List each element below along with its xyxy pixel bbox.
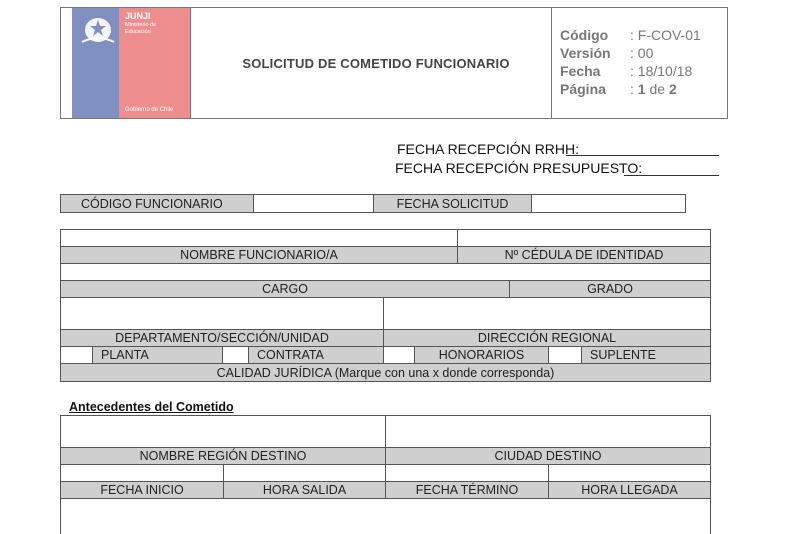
grado-label: GRADO xyxy=(509,280,711,298)
fecha-inicio-input[interactable] xyxy=(60,464,224,482)
fecha-recepcion-presupuesto-label: FECHA RECEPCIÓN PRESUPUESTO: xyxy=(395,160,643,176)
hora-salida-input[interactable] xyxy=(223,464,386,482)
fecha-termino-input[interactable] xyxy=(385,464,549,482)
logo-footer: Gobierno de Chile xyxy=(125,107,174,113)
cargo-label: CARGO xyxy=(60,280,510,298)
cedula-input[interactable] xyxy=(457,229,711,247)
fecha-recepcion-presupuesto-field[interactable] xyxy=(624,175,719,176)
hora-salida-label: HORA SALIDA xyxy=(223,481,386,499)
suplente-checkbox[interactable] xyxy=(548,346,582,364)
cedula-label: Nº CÉDULA DE IDENTIDAD xyxy=(457,246,711,264)
planta-label: PLANTA xyxy=(92,346,223,364)
coat-of-arms-icon xyxy=(78,12,118,46)
fecha-inicio-label: FECHA INICIO xyxy=(60,481,224,499)
fecha-solicitud-input[interactable] xyxy=(531,194,686,213)
honorarios-checkbox[interactable] xyxy=(383,346,415,364)
logo-org: JUNJI xyxy=(125,11,151,21)
direccion-regional-label: DIRECCIÓN REGIONAL xyxy=(383,329,711,347)
codigo-funcionario-input[interactable] xyxy=(253,194,374,213)
logo-line1: Ministerio de xyxy=(125,22,157,28)
document-meta xyxy=(551,8,728,118)
ciudad-destino-label: CIUDAD DESTINO xyxy=(385,447,711,465)
ciudad-destino-input[interactable] xyxy=(385,415,711,448)
document-title: SOLICITUD DE COMETIDO FUNCIONARIO xyxy=(242,55,510,71)
codigo-funcionario-label: CÓDIGO FUNCIONARIO xyxy=(60,194,254,213)
calidad-juridica-label: CALIDAD JURÍDICA (Marque con una x donde corresponda) xyxy=(60,363,711,382)
meta-version: Versión : 00 xyxy=(560,45,654,61)
meta-fecha: Fecha : 18/10/18 xyxy=(560,63,693,79)
cargo-grado-input[interactable] xyxy=(60,263,711,281)
planta-checkbox[interactable] xyxy=(60,346,93,364)
hora-llegada-label: HORA LLEGADA xyxy=(548,481,711,499)
departamento-input[interactable] xyxy=(60,297,384,330)
meta-codigo: Código : F-COV-01 xyxy=(560,27,701,43)
logo-line2: Educación xyxy=(125,29,151,35)
fecha-solicitud-label: FECHA SOLICITUD xyxy=(373,194,532,213)
honorarios-label: HONORARIOS xyxy=(414,346,549,364)
fecha-recepcion-rrhh-field[interactable] xyxy=(566,155,719,156)
antecedentes-section-title: Antecedentes del Cometido xyxy=(69,400,234,414)
cometido-detail-input[interactable] xyxy=(60,498,711,534)
suplente-label: SUPLENTE xyxy=(581,346,711,364)
nombre-funcionario-input[interactable] xyxy=(60,229,458,247)
region-destino-label: NOMBRE REGIÓN DESTINO xyxy=(60,447,386,465)
junji-logo xyxy=(72,8,190,118)
departamento-label: DEPARTAMENTO/SECCIÓN/UNIDAD xyxy=(60,329,384,347)
nombre-funcionario-label: NOMBRE FUNCIONARIO/A xyxy=(60,246,458,264)
meta-pagina: Página : 1 de 2 xyxy=(560,81,677,97)
hora-llegada-input[interactable] xyxy=(548,464,711,482)
contrata-label: CONTRATA xyxy=(248,346,384,364)
direccion-regional-input[interactable] xyxy=(383,297,711,330)
region-destino-input[interactable] xyxy=(60,415,386,448)
contrata-checkbox[interactable] xyxy=(222,346,249,364)
fecha-recepcion-rrhh-label: FECHA RECEPCIÓN RRHH: xyxy=(397,141,580,157)
fecha-termino-label: FECHA TÉRMINO xyxy=(385,481,549,499)
